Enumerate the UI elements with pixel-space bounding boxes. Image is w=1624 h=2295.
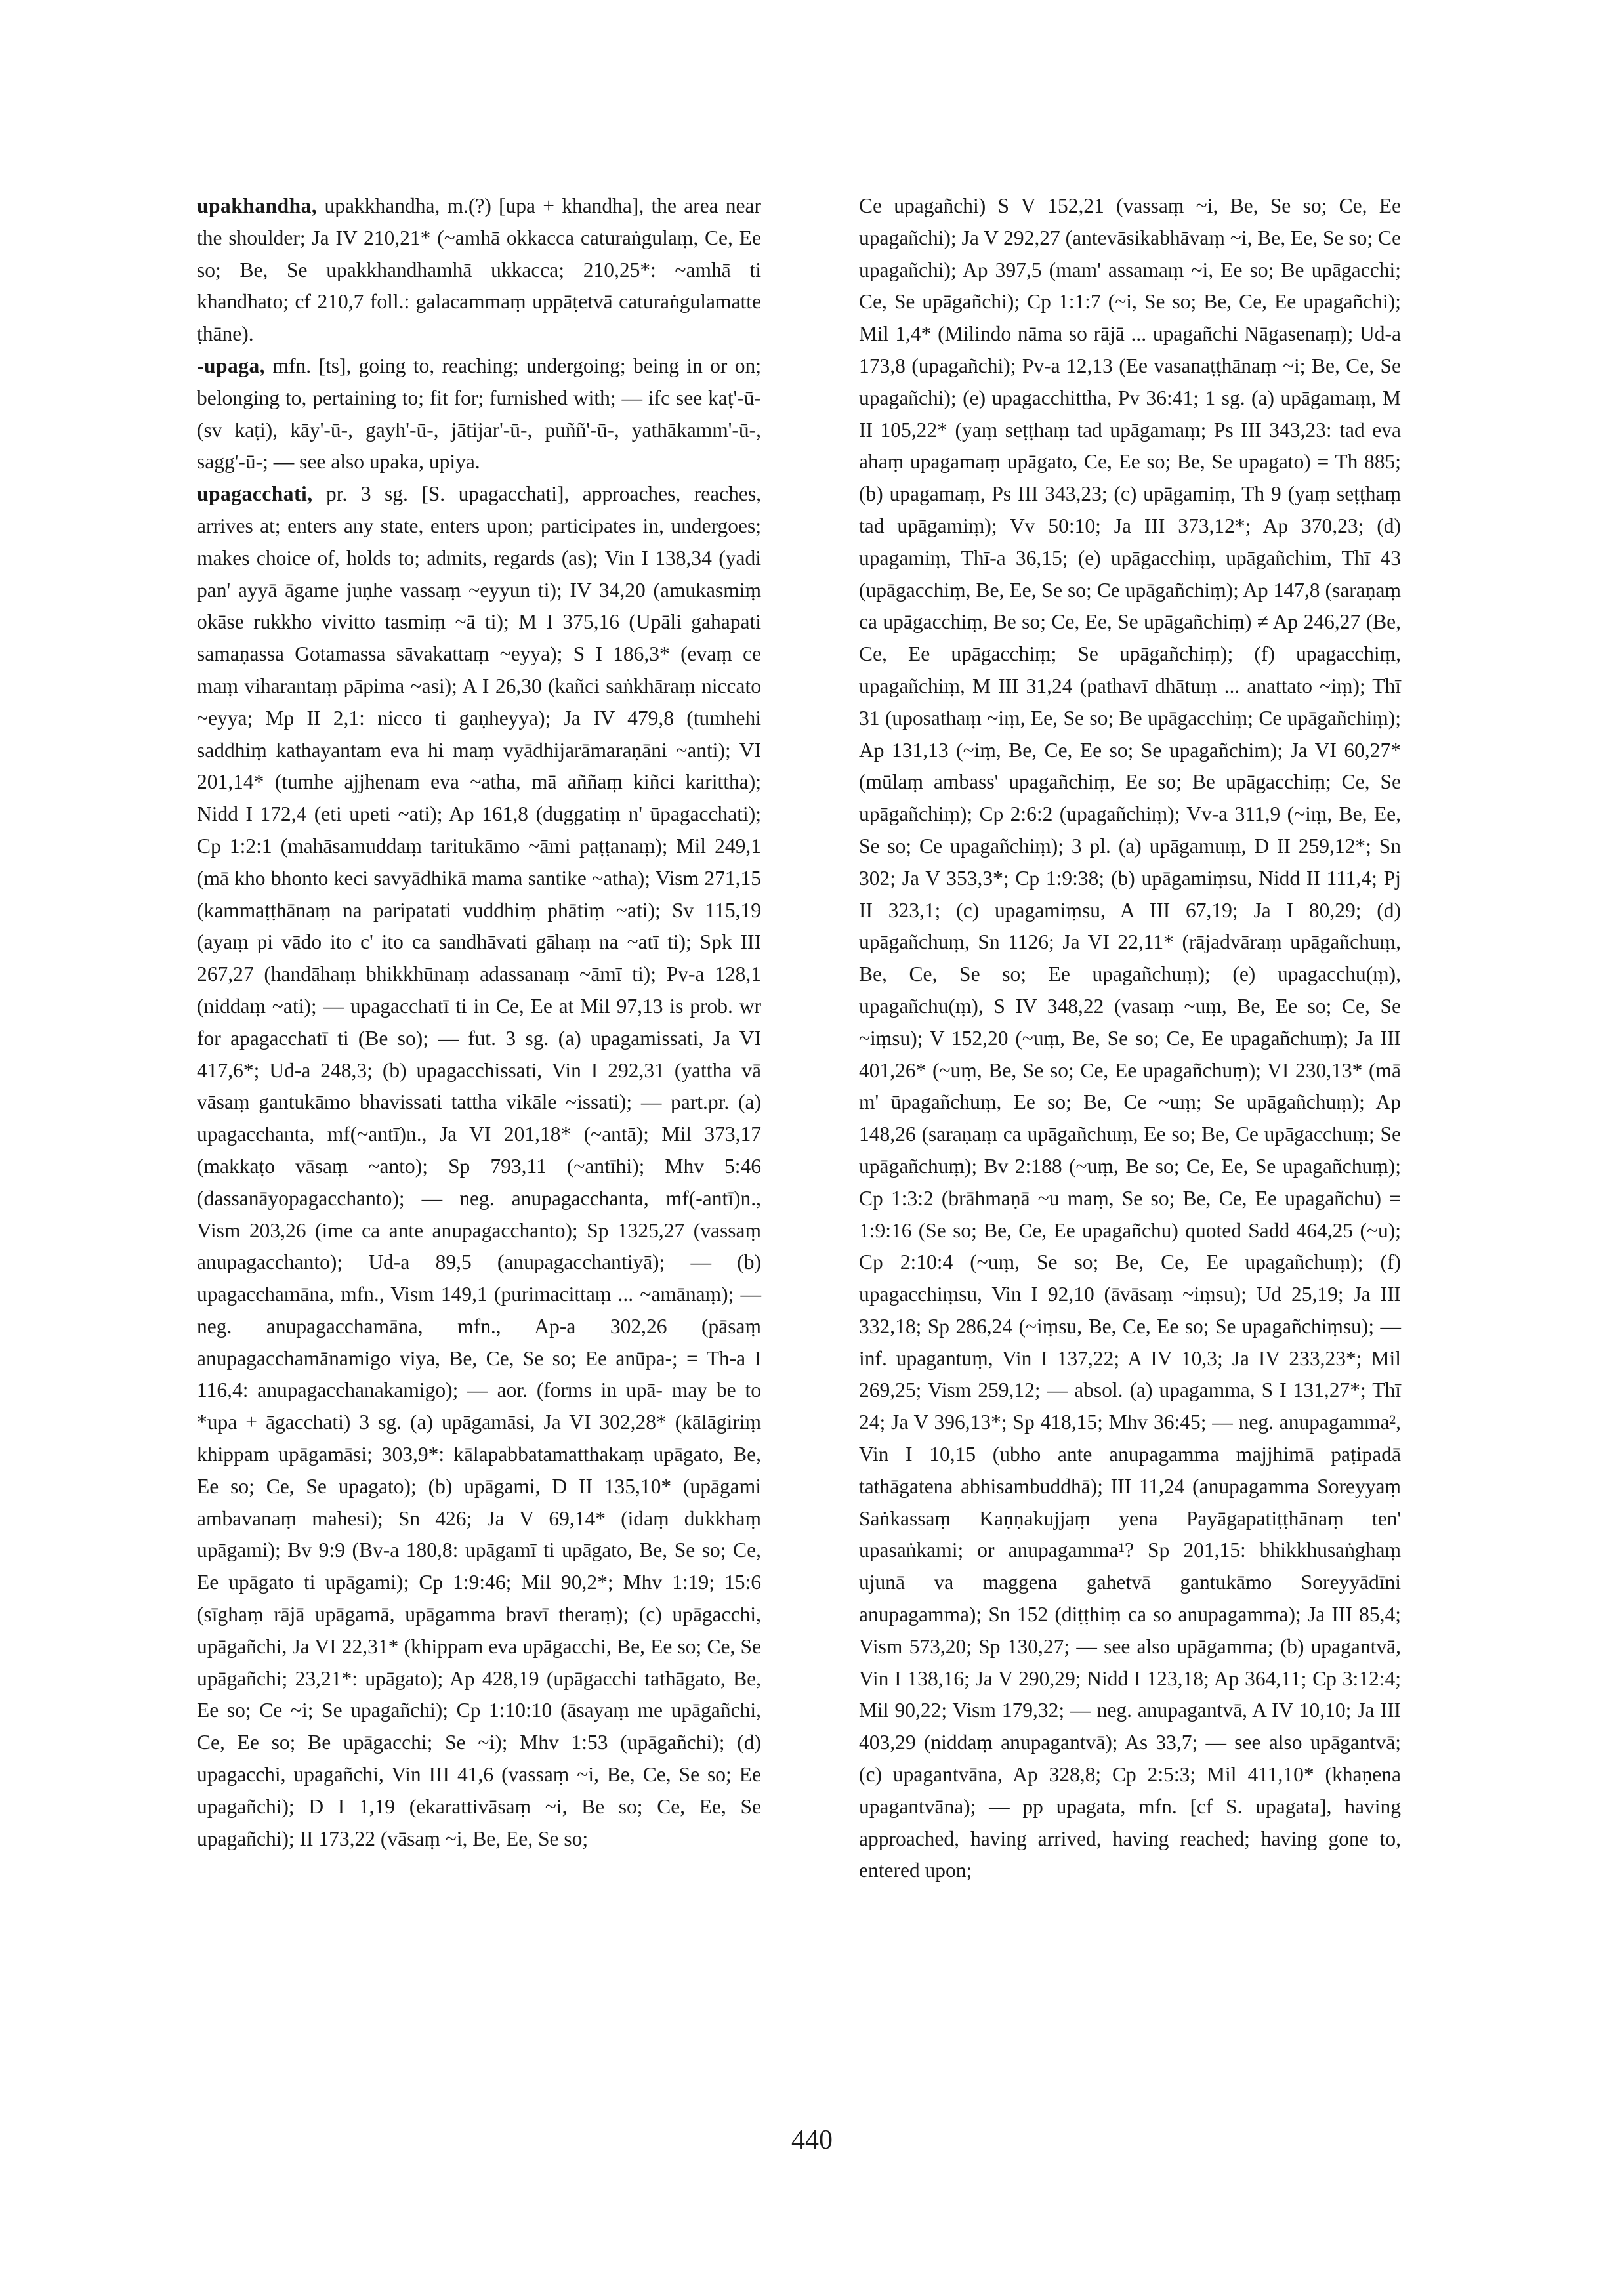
entry-upakhandha <box>197 190 761 350</box>
headword: upagacchati, <box>197 482 313 506</box>
headword: upakhandha, <box>197 194 318 217</box>
entry-body: mfn. [ts], going to, reaching; undergoing; being in or on; belonging to, pertaining to; fit for; furnished with; — ifc see kaṭ'-ū- (sv kaṭi), kāy'-ū-, gayh'-ū-, jātijar'-ū-, puññ'-ū-, yathākamm'-ū-, sagg'-ū-; — see also upaka, upiya. <box>197 354 761 474</box>
entry-body: upakkhandha, m.(?) [upa + khandha], the area near the shoulder; Ja IV 210,21* (~amhā okkacca caturaṅgulaṃ, Ce, Ee so; Be, Se upakkhandhamhā ukkacca; 210,25*: ~amhā ti khandhato; cf 210,7 foll.: galacammaṃ uppāṭetvā caturaṅgulamatte ṭhāne). <box>197 194 762 346</box>
dictionary-page <box>197 190 1401 2093</box>
entry-upagacchati <box>197 478 761 1855</box>
entry-body: Ce upagañchi) S V 152,21 (vassaṃ ~i, Be, Se so; Ce, Ee upagañchi); Ja V 292,27 (antevāsikabhāvaṃ ~i, Be, Ee, Se so; Ce upagañchi); Ap 397,5 (mam' assamaṃ ~i, Ee so; Be upāgacchi; Ce, Se upāgañchi); Cp 1:1:7 (~i, Se so; Be, Ce, Ee upagañchi); Mil 1,4* (Milindo nāma so rājā ... upagañchi Nāgasenaṃ); Ud-a 173,8 (upagañchi); Pv-a 12,13 (Ee vasanaṭṭhānaṃ ~i; Be, Ce, Se upagañchi); (e) upagacchittha, Pv 36:41; 1 sg. (a) upāgamaṃ, M II 105,22* (yaṃ seṭṭhaṃ tad upāgamaṃ; Ps III 343,23: tad eva ahaṃ upagamaṃ upāgato, Ce, Ee so; Be, Se upagato) = Th 885; (b) upagamaṃ, Ps III 343,23; (c) upāgamiṃ, Th 9 (yaṃ seṭṭhaṃ tad upāgamiṃ); Vv 50:10; Ja III 373,12*; Ap 370,23; (d) upagamiṃ, Thī-a 36,15; (e) upāgacchiṃ, upāgañchim, Thī 43 (upāgacchiṃ, Be, Ee, Se so; Ce upāgañchiṃ); Ap 147,8 (saraṇaṃ ca upāgacchiṃ, Be so; Ce, Ee, Se upāgañchiṃ) ≠ Ap 246,27 (Be, Ce, Ee upāgacchiṃ; Se upāgañchiṃ); (f) upagacchiṃ, upagañchiṃ, M III 31,24 (pathavī dhātuṃ ... anattato ~iṃ); Thī 31 (uposathaṃ ~iṃ, Ee, Se so; Be upāgacchiṃ; Ce upāgañchiṃ); Ap 131,13 (~iṃ, Be, Ce, Ee so; Se upagañchim); Ja VI 60,27* (mūlaṃ ambass' upagañchiṃ, Ee so; Be upāgacchiṃ; Ce, Se upāgañchiṃ); Cp 2:6:2 (upagañchiṃ); Vv-a 311,9 (~iṃ, Be, Ee, Se so; Ce upagañchiṃ); 3 pl. (a) upāgamuṃ, D II 259,12*; Sn 302; Ja V 353,3*; Cp 1:9:38; (b) upāgamiṃsu, Nidd II 111,4; Pj II 323,1; (c) upagamiṃsu, A III 67,19; Ja I 80,29; (d) upāgañchuṃ, Sn 1126; Ja VI 22,11* (rājadvāraṃ upāgañchuṃ, Be, Ce, Se so; Ee upagañchuṃ); (e) upagacchu(ṃ), upagañchu(ṃ), S IV 348,22 (vasaṃ ~uṃ, Be, Ee so; Ce, Se ~iṃsu); V 152,20 (~uṃ, Be, Se so; Ce, Ee upagañchuṃ); Ja III 401,26* (~uṃ, Be, Se so; Ce, Ee upagañchuṃ); VI 230,13* (mā m' ūpagañchuṃ, Ee so; Be, Ce ~uṃ; Se upāgañchuṃ); Ap 148,26 (saraṇaṃ ca upāgañchuṃ, Ee so; Be, Ce upāgacchuṃ; Se upāgañchuṃ); Bv 2:188 (~uṃ, Be so; Ce, Ee, Se upagañchuṃ); Cp 1:3:2 (brāhmaṇā ~u maṃ, Se so; Be, Ce, Ee upagañchu) = 1:9:16 (Se so; Be, Ce, Ee upagañchu) quoted Sadd 464,25 (~u); Cp 2:10:4 (~uṃ, Se so; Be, Ce, Ee upagañchuṃ); (f) upagacchiṃsu, Vin I 92,10 (āvāsaṃ ~iṃsu); Ud 25,19; Ja III 332,18; Sp 286,24 (~iṃsu, Be, Ce, Ee so; Se upagañchiṃsu); — inf. upagantuṃ, Vin I 137,22; A IV 10,3; Ja IV 233,23*; Mil 269,25; Vism 259,12; — absol. (a) upagamma, S I 131,27*; Thī 24; Ja V 396,13*; Sp 418,15; Mhv 36:45; — neg. anupagamma², Vin I 10,15 (ubho ante anupagamma majjhimā paṭipadā tathāgatena abhisambuddhā); III 11,24 (anupagamma Soreyyaṃ Saṅkassaṃ Kaṇṇakujjaṃ yena Payāgapatiṭṭhānaṃ ten' upasaṅkami; or anupagamma¹? Sp 201,15: bhikkhusaṅghaṃ ujunā va maggena gahetvā gantukāmo Soreyyādīni anupagamma); Sn 152 (diṭṭhiṃ ca so anupagamma); Ja III 85,4; Vism 573,20; Sp 130,27; — see also upāgamma; (b) upagantvā, Vin I 138,16; Ja V 290,29; Nidd I 123,18; Ap 364,11; Cp 3:12:4; Mil 90,22; Vism 179,32; — neg. anupagantvā, A IV 10,10; Ja III 403,29 (niddaṃ anupagantvā); As 33,7; — see also upāgantvā; (c) upagantvāna, Ap 328,8; Cp 2:5:3; Mil 411,10* (khaṇena upagantvāna); — pp upagata, mfn. [cf S. upagata], having approached, having arrived, having reached; having gone to, entered upon; <box>859 194 1401 1882</box>
entry-body: pr. 3 sg. [S. upagacchati], approaches, reaches, arrives at; enters any state, enters upon; participates in, undergoes; makes choice of, holds to; admits, regards (as); Vin I 138,34 (yadi pan' ayyā āgame juṇhe vassaṃ ~eyyun ti); IV 34,20 (amukasmiṃ okāse rukkho vivitto tasmiṃ ~ā ti); M I 375,16 (Upāli gahapati samaṇassa Gotamassa sāvakattaṃ ~eyya); S I 186,3* (evaṃ ce maṃ viharantaṃ pāpima ~asi); A I 26,30 (kañci saṅkhāraṃ niccato ~eyya; Mp II 2,1: nicco ti gaṇheyya); Ja IV 479,8 (tumhehi saddhiṃ kathayantam eva hi maṃ vyādhijarāmaraṇāni ~anti); VI 201,14* (tumhe ajjhenam eva ~atha, mā aññaṃ kiñci karittha); Nidd I 172,4 (eti upeti ~ati); Ap 161,8 (duggatiṃ n' ūpagacchati); Cp 1:2:1 (mahāsamuddaṃ taritukāmo ~āmi paṭṭanaṃ); Mil 249,1 (mā kho bhonto keci savyādhikā mama santike ~atha); Vism 271,15 (kammaṭṭhānaṃ na paripatati vuddhiṃ phātiṃ ~ati); Sv 115,19 (ayaṃ pi vādo ito c' ito ca sandhāvati gāhaṃ na ~atī ti); Spk III 267,27 (handāhaṃ bhikkhūnaṃ adassanaṃ ~āmī ti); Pv-a 128,1 (niddaṃ ~ati); — upagacchatī ti in Ce, Ee at Mil 97,13 is prob. wr for apagacchatī ti (Be so); — fut. 3 sg. (a) upagamissati, Ja VI 417,6*; Ud-a 248,3; (b) upagacchissati, Vin I 292,31 (yattha vā vāsaṃ gantukāmo bhavissati tattha vikāle ~issati); — part.pr. (a) upagacchanta, mf(~antī)n., Ja VI 201,18* (~antā); Mil 373,17 (makkaṭo vāsaṃ ~anto); Sp 793,11 (~antīhi); Mhv 5:46 (dassanāyopagacchanto); — neg. anupagacchanta, mf(-antī)n., Vism 203,26 (ime ca ante anupagacchanto); Sp 1325,27 (vassaṃ anupagacchanto); Ud-a 89,5 (anupagacchantiyā); — (b) upagacchamāna, mfn., Vism 149,1 (purimacittaṃ ... ~amānaṃ); — neg. anupagacchamāna, mfn., Ap-a 302,26 (pāsaṃ anupagacchamānamigo viya, Be, Ce, Se so; Ee anūpa-; = Th-a I 116,4: anupagacchanakamigo); — aor. (forms in upā- may be to *upa + āgacchati) 3 sg. (a) upāgamāsi, Ja VI 302,28* (kālāgiriṃ khippam upāgamāsi; 303,9*: kālapabbatamatthakaṃ upāgato, Be, Ee so; Ce, Se upagato); (b) upāgami, D II 135,10* (upāgami ambavanaṃ mahesi); Sn 426; Ja V 69,14* (idaṃ dukkhaṃ upāgami); Bv 9:9 (Bv-a 180,8: upāgamī ti upāgato, Be, Se so; Ce, Ee upāgato ti upāgami); Cp 1:9:46; Mil 90,2*; Mhv 1:19; 15:6 (sīghaṃ rājā upāgamā, upāgamma bravī theraṃ); (c) upāgacchi, upāgañchi, Ja VI 22,31* (khippam eva upāgacchi, Be, Ee so; Ce, Se upāgañchi; 23,21*: upāgato); Ap 428,19 (upāgacchi tathāgato, Be, Ee so; Ce ~i; Se upagañchi); Cp 1:10:10 (āsayaṃ me upāgañchi, Ce, Ee so; Be upāgacchi; Se ~i); Mhv 1:53 (upāgañchi); (d) upagacchi, upagañchi, Vin III 41,6 (vassaṃ ~i, Be, Ce, Se so; Ee upagañchi); D I 1,19 (ekarattivāsaṃ ~i, Be so; Ce, Ee, Se upagañchi); II 173,22 (vāsaṃ ~i, Be, Ee, Se so; <box>197 482 761 1850</box>
left-column <box>197 190 761 1855</box>
headword: -upaga, <box>197 354 266 377</box>
entry-continuation <box>837 190 1401 1887</box>
right-column <box>837 190 1401 1887</box>
entry-upaga <box>197 350 761 478</box>
page-number: 440 <box>791 2125 833 2155</box>
